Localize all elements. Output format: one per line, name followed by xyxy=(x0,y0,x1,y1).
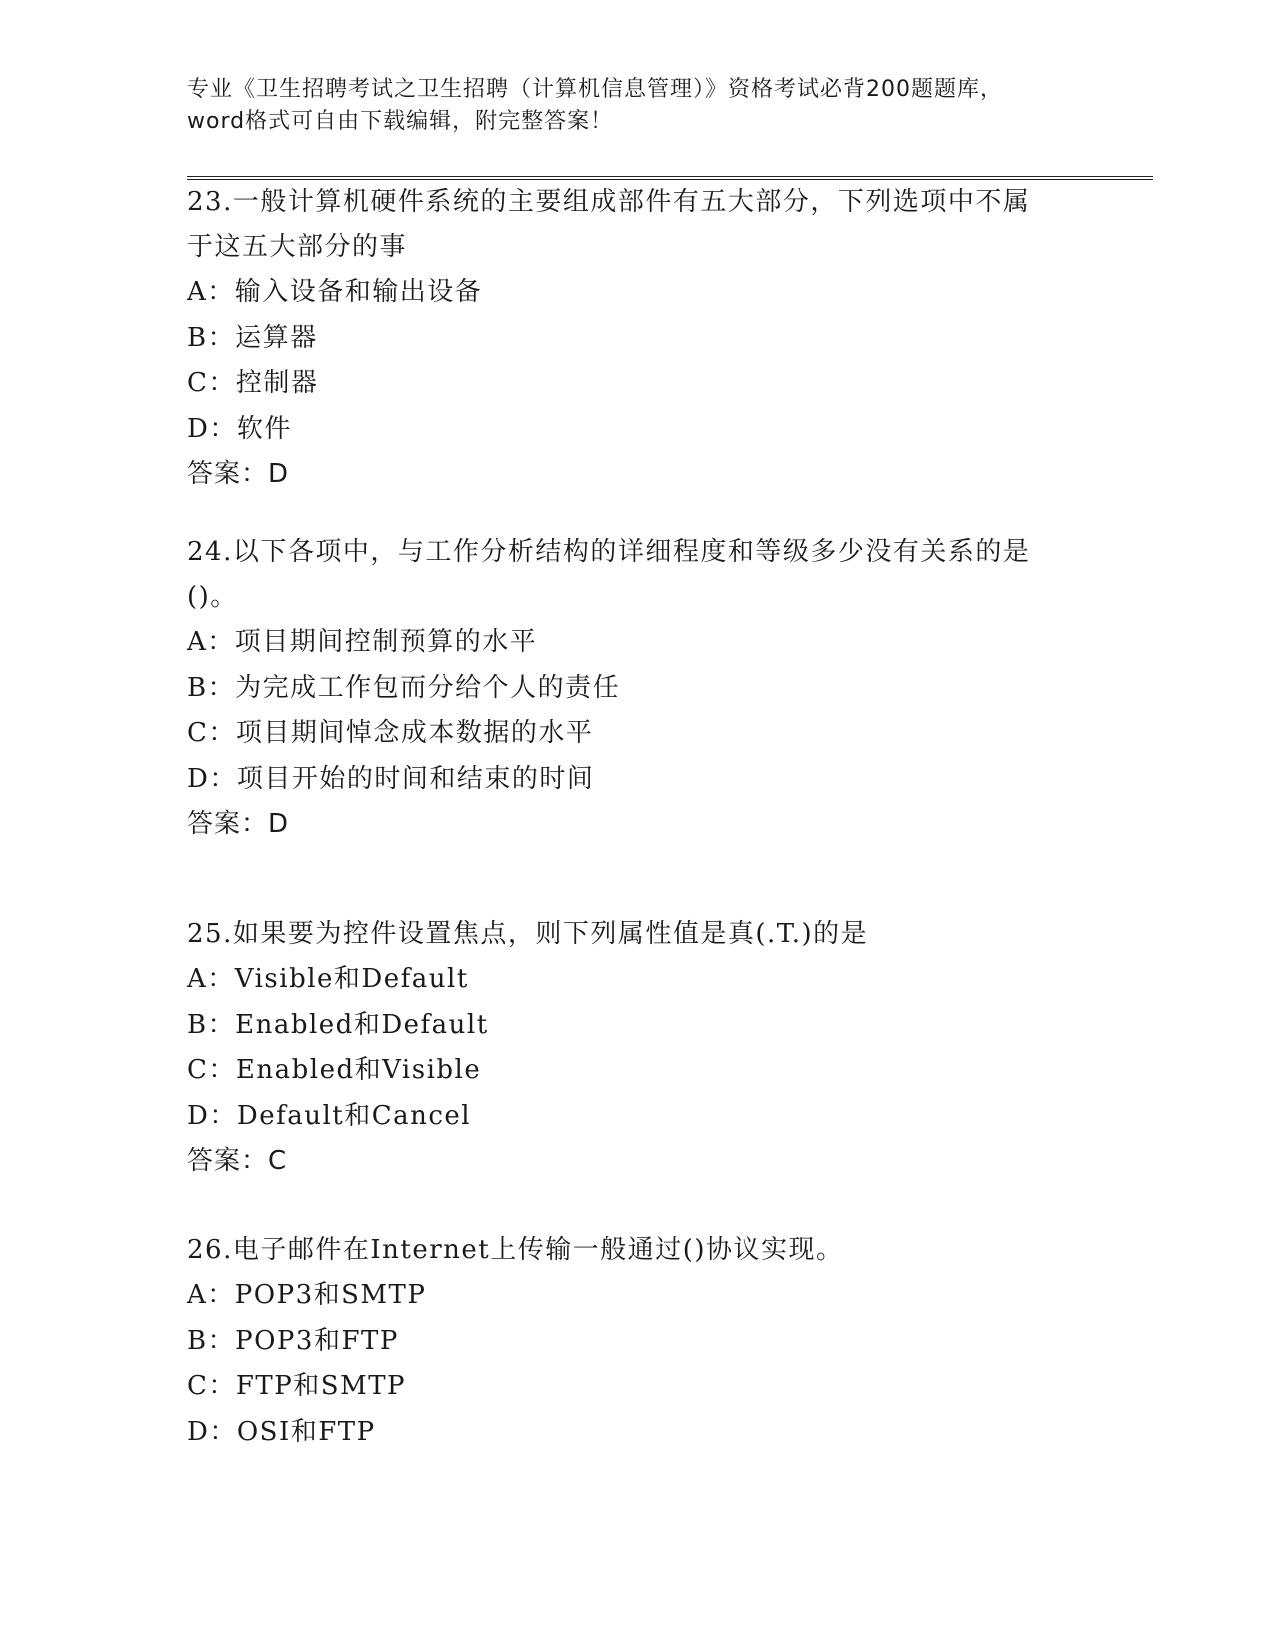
option-a: A：Visible和Default xyxy=(187,964,469,994)
question-stem: 26.电子邮件在Internet上传输一般通过()协议实现。 xyxy=(187,1235,844,1265)
option-c: C：FTP和SMTP xyxy=(187,1371,407,1401)
option-d: D：Default和Cancel xyxy=(187,1100,472,1131)
option-b: B：运算器 xyxy=(187,322,318,353)
question-25 xyxy=(187,912,1087,1184)
option-c: C：Enabled和Visible xyxy=(187,1055,482,1085)
option-c: C：项目期间悼念成本数据的水平 xyxy=(187,718,594,748)
question-23 xyxy=(187,180,1087,497)
question-stem: 23.一般计算机硬件系统的主要组成部件有五大部分，下列选项中不属 xyxy=(187,187,1031,217)
answer: 答案：C xyxy=(187,1146,288,1176)
option-b: B：为完成工作包而分给个人的责任 xyxy=(187,672,621,703)
option-b: B：POP3和FTP xyxy=(187,1325,399,1356)
header-line-1: 专业《卫生招聘考试之卫生招聘（计算机信息管理）》资格考试必背200题题库， xyxy=(187,77,1003,102)
option-a: A：输入设备和输出设备 xyxy=(187,277,483,307)
option-d: D：项目开始的时间和结束的时间 xyxy=(187,763,595,794)
answer: 答案：D xyxy=(187,809,290,839)
option-c: C：控制器 xyxy=(187,368,319,398)
question-stem: 24.以下各项中，与工作分析结构的详细程度和等级多少没有关系的是 xyxy=(187,537,1031,567)
question-24 xyxy=(187,530,1087,847)
question-stem-continued: ()。 xyxy=(187,582,238,612)
question-stem-continued: 于这五大部分的事 xyxy=(187,232,408,262)
option-b: B：Enabled和Default xyxy=(187,1009,489,1040)
question-26 xyxy=(187,1228,1087,1455)
option-d: D：OSI和FTP xyxy=(187,1416,376,1447)
option-a: A：POP3和SMTP xyxy=(187,1280,427,1310)
option-a: A：项目期间控制预算的水平 xyxy=(187,627,538,657)
question-stem: 25.如果要为控件设置焦点，则下列属性值是真(.T.)的是 xyxy=(187,919,869,949)
document-header xyxy=(187,74,1087,138)
header-line-2: word格式可自由下载编辑，附完整答案！ xyxy=(187,109,614,134)
option-d: D：软件 xyxy=(187,413,292,444)
answer: 答案：D xyxy=(187,459,290,489)
